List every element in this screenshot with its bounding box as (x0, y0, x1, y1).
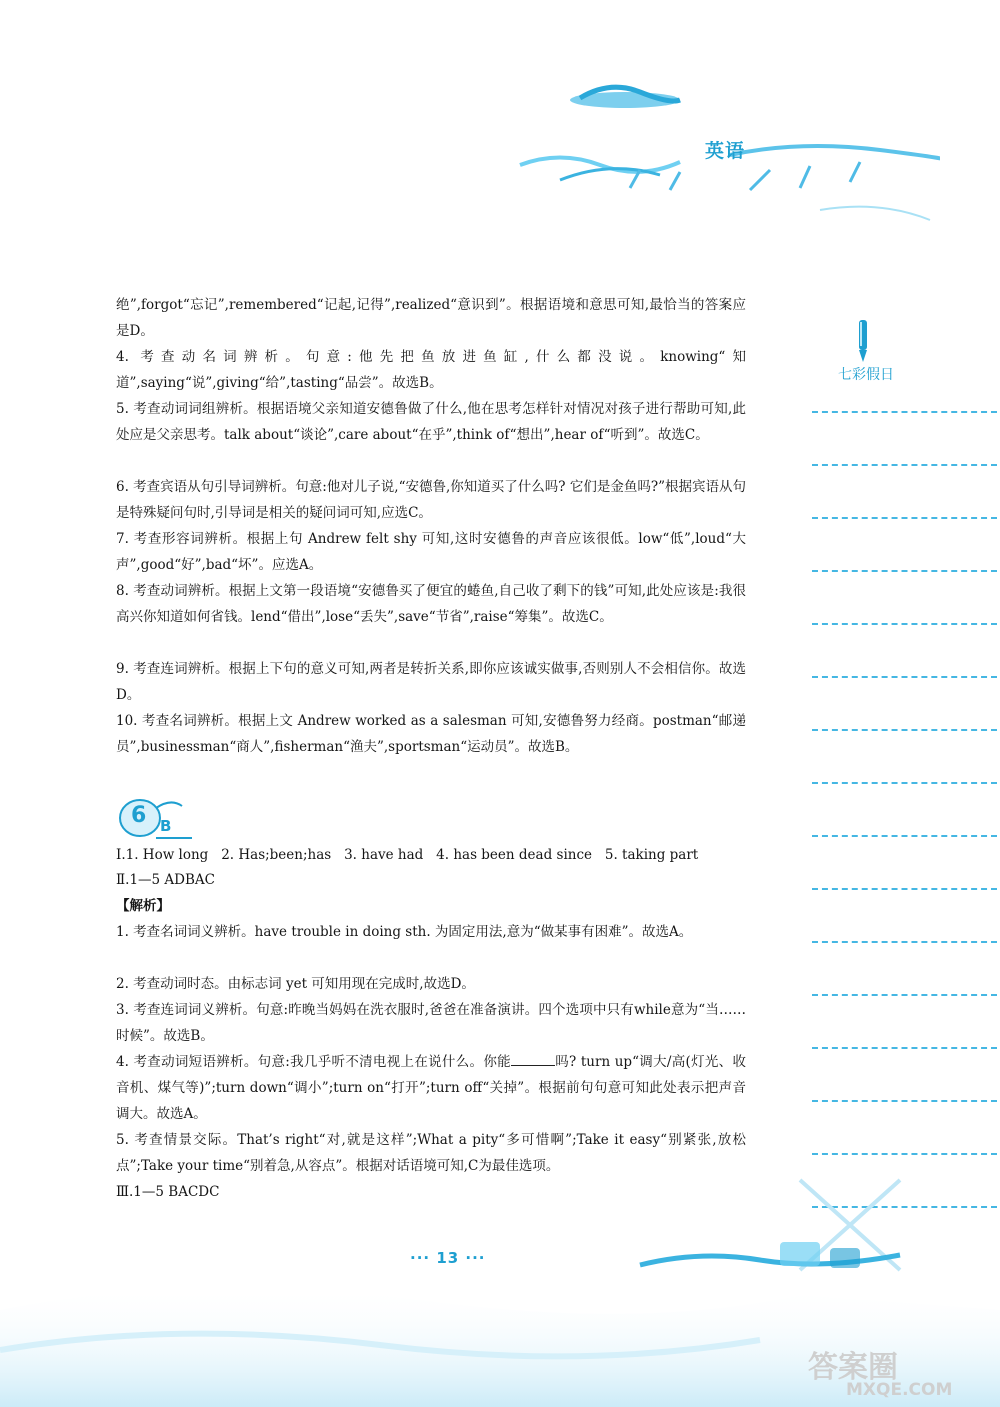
note-line (812, 517, 997, 519)
note-line (812, 835, 997, 837)
header-title: 英语 (705, 140, 746, 162)
watermark-url: MXQE.COM (846, 1380, 953, 1400)
paragraph-6: 6. 考查宾语从句引导词辨析。句意:他对儿子说,“安德鲁,你知道买了什么吗? 它们是金鱼吗?”根据宾语从句是特殊疑问句时,引导词是相关的疑问词可知,应选C。 (116, 479, 746, 521)
analysis-label: 【解析】 (116, 898, 170, 914)
section-badge-letter: B (160, 817, 172, 835)
note-line (812, 570, 997, 572)
paragraph-3-continued: 绝”,forgot“忘记”,remembered“记起,记得”,realized“意识到”。根据语境和意思可知,最恰当的答案应是D。 (116, 297, 746, 339)
analysis-4-before: 4. 考查动词短语辨析。句意:我几乎听不清电视上在说什么。你能 (116, 1054, 511, 1070)
note-line (812, 676, 997, 678)
paragraph-8: 8. 考查动词辨析。根据上文第一段语境“安德鲁买了便宜的蜷鱼,自己收了剩下的钱”可知,此处应该是:我很高兴你知道如何省钱。lend“借出”,lose“丢失”,save“节省”,raise“筹集”。故选C。 (116, 583, 746, 625)
page-number: ··· 13 ··· (410, 1249, 486, 1267)
paragraph-10: 10. 考查名词辨析。根据上文 Andrew worked as a salesman 可知,安德鲁努力经商。postman“邮递员”,businessman“商人”,fisherman“渔夫”,sportsman“运动员”。故选B。 (116, 713, 746, 755)
answer-line-1: Ⅰ.1. How long 2. Has;been;has 3. have had 4. has been dead since 5. taking part (116, 847, 699, 863)
note-line (812, 1100, 997, 1102)
pen-icon (850, 318, 876, 364)
note-line (812, 411, 997, 413)
note-line (812, 888, 997, 890)
note-line (812, 729, 997, 731)
answer-line-2: Ⅱ.1—5 ADBAC (116, 872, 216, 888)
note-line (812, 941, 997, 943)
analysis-4-after: 吗? turn up“调大/高(灯光、收音机、煤气等)”;turn down“调小”;turn on“打开”;turn off“关掉”。根据前句句意可知此处表示把声音调大。故选A。 (116, 1054, 746, 1122)
note-line (812, 782, 997, 784)
section-badge-number: 6 (131, 803, 147, 828)
note-line (812, 994, 997, 996)
note-line (812, 1047, 997, 1049)
analysis-2: 2. 考查动词时态。由标志词 yet 可知用现在完成时,故选D。 (116, 976, 475, 992)
answer-line-3: Ⅲ.1—5 BACDC (116, 1184, 220, 1200)
note-line (812, 464, 997, 466)
paragraph-7: 7. 考查形容词辨析。根据上句 Andrew felt shy 可知,这时安德鲁的声音应该很低。low“低”,loud“大声”,good“好”,bad“坏”。应选A。 (116, 531, 746, 573)
paragraph-4: 4. 考查动名词辨析。句意:他先把鱼放进鱼缸,什么都没说。knowing“知道”,saying“说”,giving“给”,tasting“品尝”。故选B。 (116, 349, 746, 391)
paragraph-5: 5. 考查动词词组辨析。根据语境父亲知道安德鲁做了什么,他在思考怎样针对情况对孩子进行帮助可知,此处应是父亲思考。talk about“谈论”,care about“在乎”,think of“想出”,hear of“听到”。故选C。 (116, 401, 746, 443)
analysis-1: 1. 考查名词词义辨析。have trouble in doing sth. 为固定用法,意为“做某事有困难”。故选A。 (116, 924, 693, 940)
analysis-5: 5. 考查情景交际。That’s right“对,就是这样”;What a pity“多可惜啊”;Take it easy“别紧张,放松点”;Take your time“别着急,从容点”。根据对话语境可知,C为最佳选项。 (116, 1132, 746, 1174)
answer-blank (511, 1051, 555, 1066)
section-badge (116, 796, 194, 842)
analysis-3: 3. 考查连词词义辨析。句意:昨晚当妈妈在洗衣服时,爸爸在准备演讲。四个选项中只有while意为“当……时候”。故选B。 (116, 1002, 746, 1044)
paragraph-9: 9. 考查连词辨析。根据上下句的意义可知,两者是转折关系,即你应该诚实做事,否则别人不会相信你。故选D。 (116, 661, 746, 703)
watermark-logo: 答案圈 (808, 1350, 898, 1385)
analysis-4 (116, 1049, 746, 1127)
note-line (812, 623, 997, 625)
sidebar-label: 七彩假日 (838, 367, 894, 383)
note-line (812, 1153, 997, 1155)
